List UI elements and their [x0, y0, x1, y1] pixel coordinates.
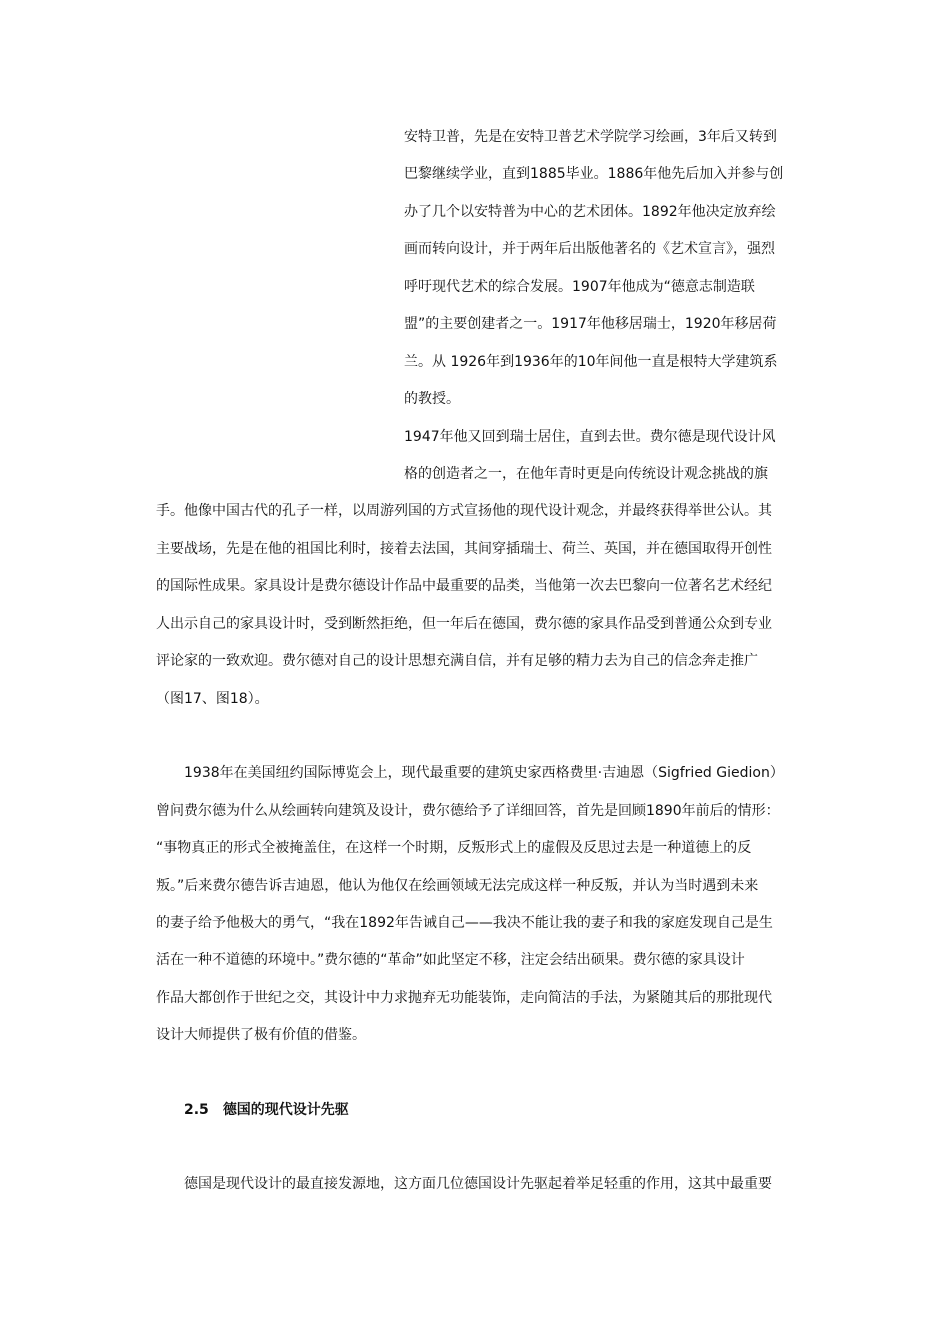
column-line: 安特卫普，先是在安特卫普艺术学院学习绘画，3年后又转到	[404, 129, 777, 145]
paragraph-line: 的妻子给予他极大的勇气，“我在1892年告诫自己——我决不能让我的妻子和我的家庭发现自己是生	[156, 915, 773, 931]
paragraph-line: 活在一种不道德的环境中。”费尔德的“革命”如此坚定不移，注定会结出硕果。费尔德的家具设计	[156, 952, 745, 968]
column-line: 画而转向设计，并于两年后出版他著名的《艺术宣言》，强烈	[404, 241, 775, 257]
column-line: 办了几个以安特普为中心的艺术团体。1892年他决定放弃绘	[404, 204, 776, 220]
column-line: 巴黎继续学业，直到1885毕业。1886年他先后加入并参与创	[404, 166, 784, 182]
column-line: 1947年他又回到瑞士居住，直到去世。费尔德是现代设计风	[404, 429, 776, 445]
column-line: 盟”的主要创建者之一。1917年他移居瑞士，1920年移居荷	[404, 316, 777, 332]
paragraph-line: 的国际性成果。家具设计是费尔德设计作品中最重要的品类，当他第一次去巴黎向一位著名艺术经纪	[156, 578, 772, 594]
paragraph-line: 设计大师提供了极有价值的借鉴。	[156, 1027, 366, 1043]
section-heading	[184, 1099, 349, 1119]
paragraph-line: 人出示自己的家具设计时，受到断然拒绝，但一年后在德国，费尔德的家具作品受到普通公众到专业	[156, 616, 772, 632]
column-line: 兰。从 1926年到1936年的10年间他一直是根特大学建筑系	[404, 354, 778, 370]
paragraph-line: 1938年在美国纽约国际博览会上，现代最重要的建筑史家西格费里·吉迪恩（Sigfried Giedion）	[184, 765, 784, 781]
column-line: 呼吁现代艺术的综合发展。1907年他成为“德意志制造联	[404, 279, 755, 295]
paragraph-line: 手。他像中国古代的孔子一样，以周游列国的方式宣扬他的现代设计观念，并最终获得举世公认。其	[156, 503, 772, 519]
column-line: 格的创造者之一，在他年青时更是向传统设计观念挑战的旗	[404, 466, 768, 482]
paragraph-line: 叛。”后来费尔德告诉吉迪恩，他认为他仅在绘画领域无法完成这样一种反叛，并认为当时遇到未来	[156, 878, 759, 894]
paragraph-line: （图17、图18）。	[156, 691, 269, 707]
section-number: 2.5	[184, 1102, 209, 1118]
section-title: 德国的现代设计先驱	[222, 1102, 349, 1118]
column-line: 的教授。	[404, 391, 460, 407]
paragraph-line: 主要战场，先是在他的祖国比利时，接着去法国，其间穿插瑞士、荷兰、英国，并在德国取得开创性	[156, 541, 772, 557]
paragraph-line: 作品大都创作于世纪之交，其设计中力求抛弃无功能装饰，走向简洁的手法，为紧随其后的那批现代	[156, 990, 772, 1006]
paragraph-line: 评论家的一致欢迎。费尔德对自己的设计思想充满自信，并有足够的精力去为自己的信念奔走推广	[156, 653, 758, 669]
paragraph-line: 德国是现代设计的最直接发源地，这方面几位德国设计先驱起着举足轻重的作用，这其中最重要	[184, 1176, 772, 1192]
paragraph-line: 曾问费尔德为什么从绘画转向建筑及设计，费尔德给予了详细回答，首先是回顾1890年前后的情形：	[156, 803, 780, 819]
paragraph-line: “事物真正的形式全被掩盖住，在这样一个时期，反叛形式上的虚假及反思过去是一种道德上的反	[156, 840, 752, 856]
